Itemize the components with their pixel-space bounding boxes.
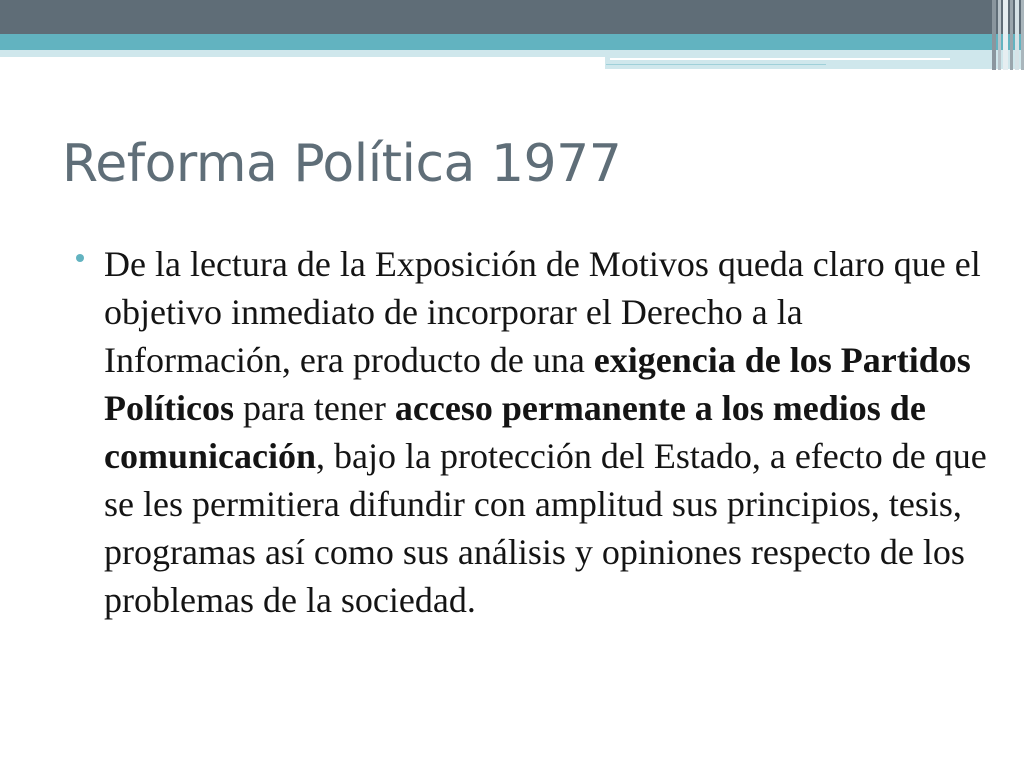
bullet-text-segment: De la lectura de la Exposición de Motivos queda claro que el objetivo inmediato de incorporar el Derecho a la Información, era producto de una (104, 244, 981, 380)
header-divider-line (606, 64, 826, 65)
slide-title: Reforma Política 1977 (62, 134, 622, 194)
bullet-emphasis-text: exigencia de los Partidos Políticos (104, 340, 971, 428)
header-stripes (992, 0, 1024, 70)
bullet-dot-icon (76, 254, 84, 262)
header-band-light (0, 50, 605, 57)
header-band-dark (0, 0, 1024, 34)
bullet-text-segment: para tener (233, 388, 395, 428)
bullet-paragraph (104, 240, 994, 624)
header-band-teal (0, 34, 1024, 50)
header-divider-line (610, 58, 950, 60)
bullet-emphasis-text: acceso permanente a los medios de comunicación (104, 388, 926, 476)
bullet-text-segment: , bajo la protección del Estado, a efecto de que se les permitiera difundir con amplitud sus principios, tesis, programas así como sus análisis y opiniones respecto de los problemas de la sociedad. (104, 436, 987, 620)
